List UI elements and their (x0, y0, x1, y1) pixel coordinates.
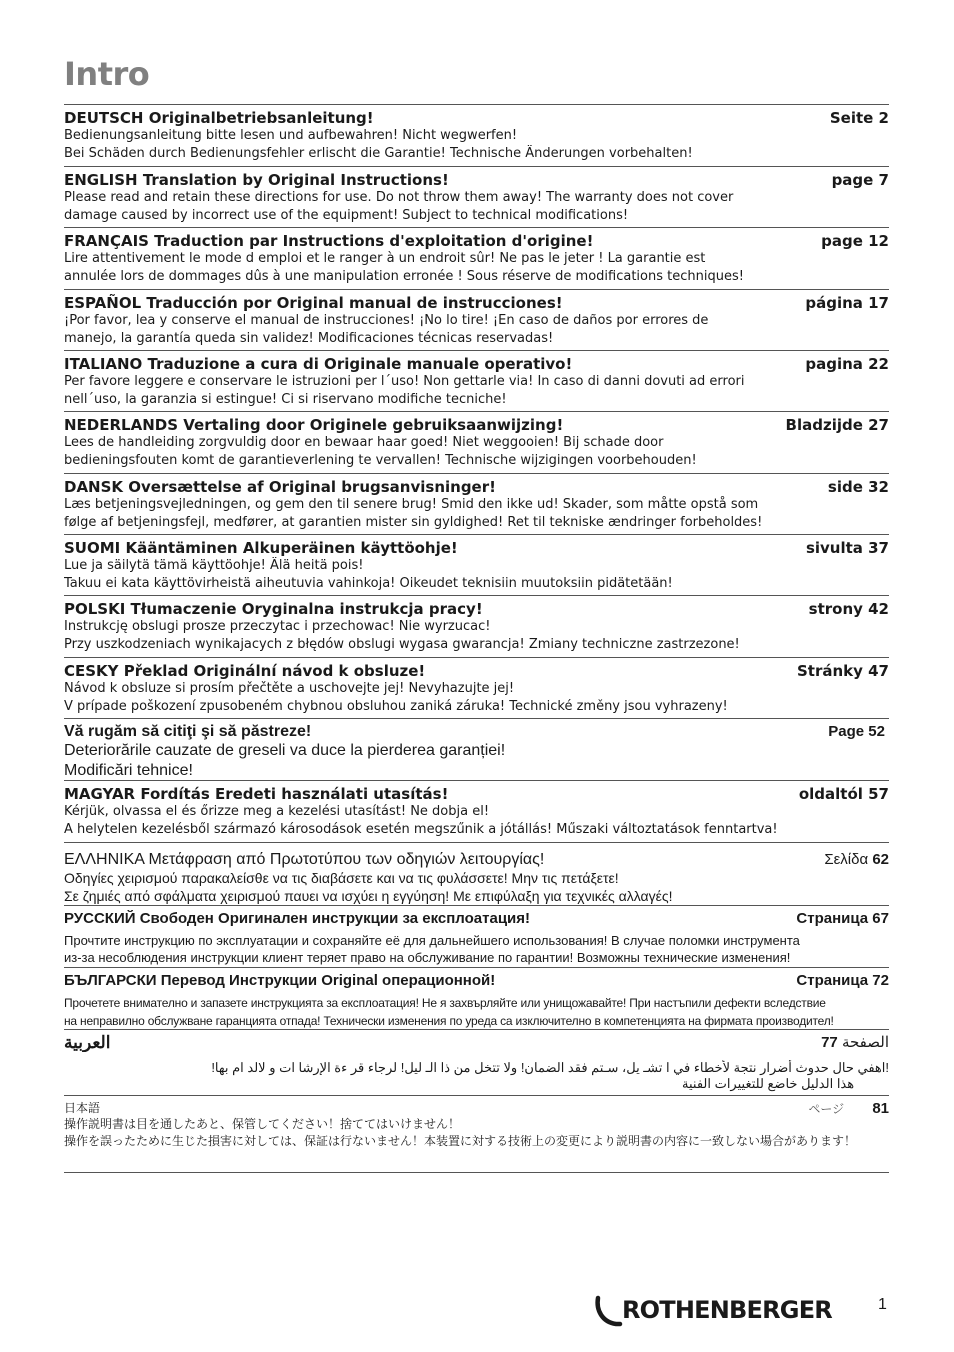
language-entry-da (64, 473, 889, 534)
entry-page (821, 1034, 889, 1052)
entry-line: из-за несоблюдения инструкции клиент теряет право на обслуживание по гарантии! Возможны технические изменения! (64, 950, 791, 965)
entry-text (64, 1052, 889, 1096)
entry-page-number: 62 (872, 851, 889, 868)
entry-line: на неправилно обслужване гаранцията отпада! Технически изменения по уреда са изключително в компетенцията на фирмата производител! (64, 1014, 834, 1028)
language-entry-fr (64, 227, 889, 289)
entry-page: Seite 2 (829, 109, 889, 127)
entry-line: nell´uso, la garanzia si estingue! Ci si riservano modifiche tecniche! (64, 392, 507, 407)
entry-line: Kérjük, olvassa el és őrizze meg a kezelési utasítást! Ne dobja el! (64, 804, 490, 819)
entry-text (64, 869, 889, 905)
entry-heading: NEDERLANDS Vertaling door Originele gebruiksaanwijzing! (64, 416, 564, 434)
entry-page: Page 52 (828, 723, 885, 740)
language-entry-ro (64, 718, 889, 780)
entry-heading: ESPAÑOL Traducción por Original manual de instrucciones! (64, 294, 563, 312)
entry-line: Lees de handleiding zorgvuldig door en bewaar haar goed! Niet weggooien! Bij schade door (64, 435, 664, 450)
language-entry-hu (64, 780, 889, 842)
entry-page-number: 81 (872, 1100, 889, 1117)
rothenberger-hook-icon (594, 1292, 624, 1328)
entry-page-label: الصفحة (841, 1034, 889, 1051)
entry-line: ¡Por favor, lea y conserve el manual de instrucciones! ¡No lo tire! ¡En caso de daños por errores de (64, 313, 709, 328)
entry-line: Instrukcję obslugi prosze przeczytac i przechowac! Nie wyrzucac! (64, 619, 491, 634)
entry-text (64, 990, 889, 1030)
language-entry-de (64, 104, 889, 166)
entry-page (808, 1100, 889, 1118)
entry-text (64, 250, 889, 286)
entry-text (64, 928, 889, 966)
entry-text (64, 189, 889, 225)
language-entry-fi (64, 534, 889, 595)
entry-page: Stránky 47 (796, 662, 889, 680)
entry-line: Takuu ei kata käyttövirheistä aiheutuvia vahinkoja! Oikeudet teknisiin muutoksiin pidätetään! (64, 576, 673, 591)
language-entry-el (64, 842, 889, 905)
entry-heading: FRANÇAIS Traduction par Instructions d'exploitation d'origine! (64, 232, 594, 250)
entry-page-label: Σελίδα (824, 851, 869, 868)
entry-line: هذا الدليل خاضع للتغييرات الفنية (682, 1076, 855, 1091)
entry-page-number: 77 (821, 1034, 838, 1051)
entry-page-label: ページ (808, 1102, 845, 1116)
entry-line: 操作を誤ったために生じた損害に対しては、保証は行ないません！本装置に対する技術上の変更により説明書の内容に一致しない場合があります！ (64, 1134, 857, 1148)
entry-heading: ENGLISH Translation by Original Instructions! (64, 171, 449, 189)
entry-heading: العربية (64, 1034, 111, 1052)
entry-text (64, 618, 889, 654)
entry-heading: ΕΛΛΗΝΙΚΑ Μετάφραση από Πρωτοτύπου των οδηγιών λειτουργίας! (64, 851, 545, 868)
entry-line: Please read and retain these directions for use. Do not throw them away! The warranty does not cover (64, 190, 734, 205)
entry-line: annulée lors de dommages dûs à une manipulation erronée ! Sous réserve de modifications techniques! (64, 269, 744, 284)
entry-text (64, 803, 889, 839)
entry-page: pagina 22 (805, 355, 889, 373)
page-number: 1 (878, 1296, 887, 1313)
entry-text (64, 496, 889, 532)
language-entry-it (64, 350, 889, 411)
entry-page: sivulta 37 (805, 539, 889, 557)
entry-line: 操作説明書は目を通したあと、保管してください！捨ててはいけません！ (64, 1117, 461, 1131)
entry-page (824, 851, 889, 869)
entry-text (64, 1116, 889, 1152)
entry-heading: ITALIANO Traduzione a cura di Originale manuale operativo! (64, 355, 573, 373)
entry-page: side 32 (827, 478, 889, 496)
language-entry-ja (64, 1095, 889, 1173)
entry-line: Przy uszkodzeniach wynikajacych z błędów obslugi wygasa gwarancja! Zmiany techniczne zastrzezone! (64, 637, 740, 652)
language-entry-bg (64, 967, 889, 1029)
entry-line: Bedienungsanleitung bitte lesen und aufbewahren! Nicht wegwerfen! (64, 128, 518, 143)
entry-page: Страница 67 (796, 910, 889, 927)
entry-line: manejo, la garantía queda sin validez! Modificaciones técnicas reservadas! (64, 331, 554, 346)
language-entry-cs (64, 657, 889, 718)
entry-page: oldaltól 57 (798, 785, 889, 803)
page-title: Intro (64, 55, 150, 93)
entry-line: Lire attentivement le mode d emploi et le ranger à un endroit sûr! Ne pas le jeter ! La garantie est (64, 251, 706, 266)
language-entry-es (64, 289, 889, 350)
entry-line: Lue ja säilytä tämä käyttöohje! Älä heitä pois! (64, 558, 364, 573)
entry-line: damage caused by incorrect use of the equipment! Subject to technical modifications! (64, 208, 629, 223)
entry-page: strony 42 (808, 600, 889, 618)
entry-text (64, 373, 889, 409)
entry-line: Modificări tehnice! (64, 762, 193, 779)
entry-line: bedieningsfouten komt de garantieverlening te vervallen! Technische wijzigingen voorbehouden! (64, 453, 697, 468)
entry-heading: DEUTSCH Originalbetriebsanleitung! (64, 109, 374, 127)
brand-name: ROTHENBERGER (622, 1296, 832, 1324)
entry-line: følge af betjeningsfejl, medfører, at garantien mister sin gyldighed! Ret til tekniske ændringer forbeholdes! (64, 515, 763, 530)
entry-text (64, 127, 889, 163)
entry-page: Bladzijde 27 (785, 416, 889, 434)
entry-page: page 12 (821, 232, 889, 250)
entry-heading: 日本語 (64, 1101, 101, 1115)
entry-heading: Vă rugăm să citiţi şi să păstreze! (64, 723, 312, 740)
entry-line: !اهفي حال حدوث أضرار نتجة لأخطاء في ا تشـ يل، سـتم فقد الضمان! ولا تتخل من ذا الـ ليل! لرجاء قر ءة الإرشا ات و لالد ام بها! (211, 1060, 889, 1075)
entry-heading: CESKY Překlad Originální návod k obsluze! (64, 662, 426, 680)
entry-text (64, 312, 889, 348)
entry-line: Deteriorările cauzate de greseli va duce la pierderea garanției! (64, 742, 506, 759)
entry-page: Страница 72 (796, 972, 889, 989)
entry-line: Прочтите инструкцию по эксплуатации и сохраняйте её для дальнейшего использования! В случае поломки инструмента (64, 933, 800, 948)
language-entry-ru (64, 905, 889, 967)
entry-heading: БЪЛГАРСКИ Перевод Инструкции Original операционной! (64, 972, 496, 989)
entry-line: Bei Schäden durch Bedienungsfehler erlischt die Garantie! Technische Änderungen vorbehalten! (64, 146, 693, 161)
entry-line: A helytelen kezelésből származó károsodások esetén megszűnik a jótállás! Műszaki változtatások fenntartva! (64, 822, 778, 837)
entry-page: page 7 (831, 171, 889, 189)
entry-heading: MAGYAR Fordítás Eredeti használati utasítás! (64, 785, 449, 803)
entry-line: Οδηγίες χειρισμού παρακαλείσθε να τις διαβάσετε και να τις φυλάσσετε! Μην τις πετάξετε! (64, 870, 619, 886)
entry-line: Per favore leggere e conservare le istruzioni per l´uso! Non gettarle via! In caso di danni dovuti ad errori (64, 374, 745, 389)
entry-line: Прочетете внимателно и запазете инструкцията за експлоатация! Не я захвърляйте или унищожавайте! При настъпили дефекти вследствие (64, 996, 826, 1010)
language-entry-ar (64, 1029, 889, 1095)
entry-line: Návod k obsluze si prosím přečtěte a uschovejte jej! Nevyhazujte jej! (64, 681, 515, 696)
language-entry-en (64, 166, 889, 227)
language-list (64, 104, 889, 1173)
entry-page: página 17 (805, 294, 889, 312)
brand-logo (594, 1290, 832, 1330)
language-entry-nl (64, 411, 889, 473)
entry-text (64, 680, 889, 716)
entry-heading: SUOMI Kääntäminen Alkuperäinen käyttöohje! (64, 539, 458, 557)
entry-heading: POLSKI Tłumaczenie Oryginalna instrukcja pracy! (64, 600, 483, 618)
entry-text (64, 557, 889, 593)
language-entry-pl (64, 595, 889, 657)
entry-text (64, 741, 889, 781)
entry-heading: DANSK Oversættelse af Original brugsanvisninger! (64, 478, 496, 496)
entry-line: Σε ζημιές από σφάλματα χειρισμού παυει να ισχύει η εγγύηση! Με επιφύλαξη για τεχνικές αλλαγές! (64, 888, 673, 904)
entry-line: Læs betjeningsvejledningen, og gem den til senere brug! Smid den ikke ud! Skader, som måtte opstå som (64, 497, 759, 512)
entry-line: V prípade poškození zpusobeném chybnou obsluhou zaniká záruka! Technické změny jsou vyhrazeny! (64, 699, 728, 714)
entry-text (64, 434, 889, 470)
entry-heading: РУССКИЙ Свободен Оригинален инструкции за експлоатация! (64, 910, 531, 927)
